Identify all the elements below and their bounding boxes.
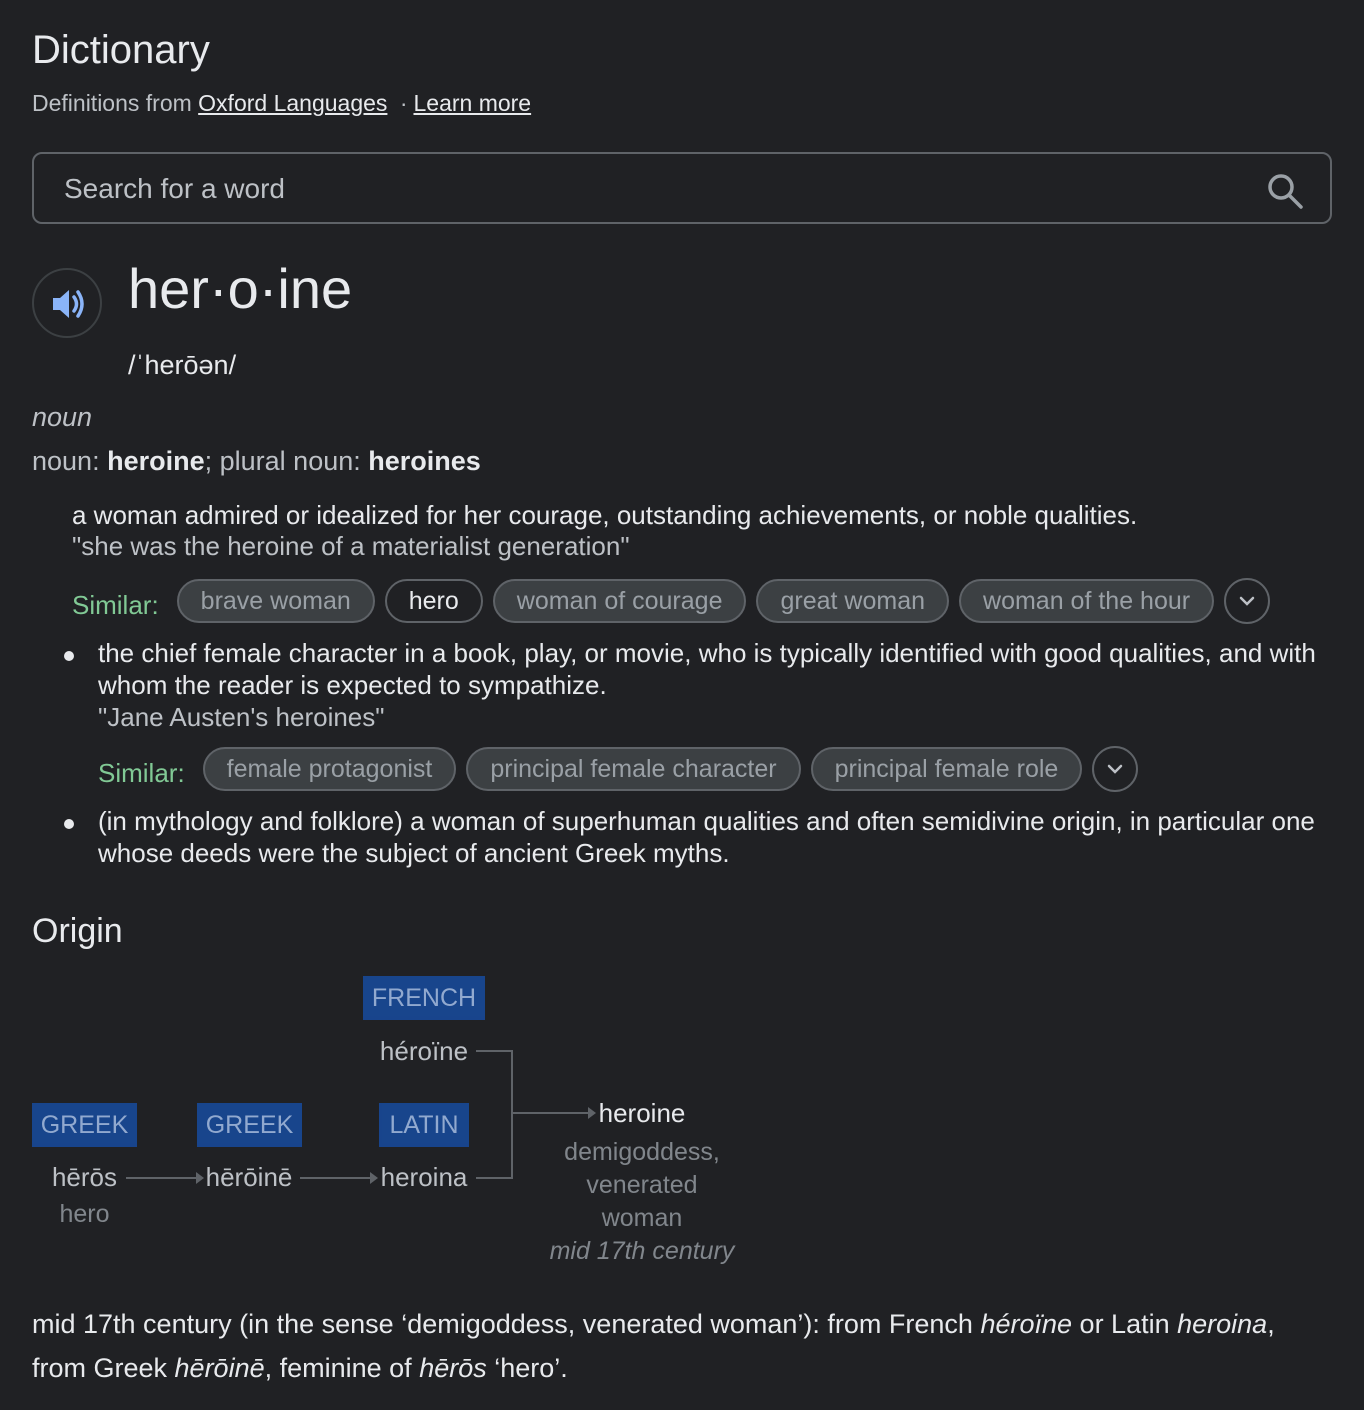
- similar-chip[interactable]: brave woman: [177, 579, 375, 623]
- plural-form: heroines: [368, 446, 481, 476]
- greek-gloss-1: hero: [59, 1200, 110, 1228]
- definition-3-text: (in mythology and folklore) a woman of superhuman qualities and often semidivine origin, in particular one whose deeds were the subject of ancient Greek myths.: [98, 806, 1315, 868]
- expand-similar-button[interactable]: [1092, 746, 1138, 792]
- greek-word-2: hērōinē: [205, 1162, 293, 1192]
- chevron-down-icon: [1105, 759, 1125, 779]
- origin-word-french: héroïne: [980, 1309, 1073, 1339]
- origin-title: Origin: [32, 912, 123, 950]
- learn-more-link[interactable]: Learn more: [413, 90, 532, 116]
- origin-text-part: mid 17th century (in the sense ‘demigoddess, venerated woman’): from French: [32, 1309, 981, 1339]
- result-gloss-3: woman: [601, 1204, 683, 1232]
- french-label: FRENCH: [363, 976, 485, 1020]
- result-gloss-1: demigoddess,: [564, 1138, 720, 1166]
- result-gloss-2: venerated: [586, 1171, 698, 1199]
- origin-word-greek-root: hērōs: [419, 1353, 487, 1383]
- phonetic: /ˈherōən/: [128, 350, 237, 380]
- chevron-down-icon: [1237, 591, 1257, 611]
- similar-chip[interactable]: woman of the hour: [959, 579, 1214, 623]
- greek-word-1: hērōs: [51, 1162, 118, 1192]
- greek-label-2: GREEK: [197, 1103, 302, 1147]
- origin-text-part: , from Greek: [32, 1309, 1275, 1383]
- noun-form: heroine: [107, 446, 205, 476]
- oxford-languages-link[interactable]: Oxford Languages: [198, 90, 388, 116]
- greek-label-1: GREEK: [32, 1103, 137, 1147]
- similar-chip[interactable]: great woman: [756, 579, 949, 623]
- result-word: heroine: [598, 1098, 686, 1128]
- similar-chip[interactable]: woman of courage: [493, 579, 747, 623]
- noun-label: noun: [32, 446, 93, 476]
- latin-label: LATIN: [379, 1103, 469, 1147]
- origin-word-greek: hērōinē: [174, 1353, 265, 1383]
- similar-chip[interactable]: female protagonist: [203, 747, 457, 791]
- source-prefix: Definitions from: [32, 90, 192, 116]
- latin-word: heroina: [380, 1162, 468, 1192]
- origin-word-latin: heroina: [1177, 1309, 1268, 1339]
- headword: her·o·ine: [128, 257, 353, 320]
- dictionary-title: Dictionary: [32, 28, 210, 72]
- similar-chip[interactable]: principal female role: [811, 747, 1083, 791]
- definition-1-example: "she was the heroine of a materialist generation": [72, 531, 630, 561]
- word-forms: noun: heroine; plural noun: heroines: [32, 446, 481, 476]
- origin-text: [32, 1302, 1332, 1390]
- definition-2-example: "Jane Austen's heroines": [98, 702, 385, 732]
- similar-chip[interactable]: hero: [385, 579, 483, 623]
- part-of-speech: noun: [32, 402, 93, 432]
- french-word: héroïne: [379, 1036, 469, 1066]
- expand-similar-button[interactable]: [1224, 578, 1270, 624]
- origin-text-part: or Latin: [1072, 1309, 1178, 1339]
- plural-label: plural noun: [219, 446, 354, 476]
- definition-2-text: the chief female character in a book, play, or movie, who is typically identified with good qualities, and with whom the reader is expected to sympathize.: [98, 638, 1316, 700]
- result-date: mid 17th century: [549, 1237, 735, 1265]
- similar-chip[interactable]: principal female character: [466, 747, 800, 791]
- source-separator: ·: [399, 90, 408, 116]
- search-icon[interactable]: [1266, 172, 1304, 210]
- origin-text-part: ‘hero’.: [486, 1353, 568, 1383]
- definition-1-text: a woman admired or idealized for her courage, outstanding achievements, or noble qualities.: [72, 500, 1138, 530]
- similar-label: Similar:: [72, 589, 159, 620]
- similar-label: Similar:: [98, 757, 185, 788]
- origin-text-part: , feminine of: [264, 1353, 420, 1383]
